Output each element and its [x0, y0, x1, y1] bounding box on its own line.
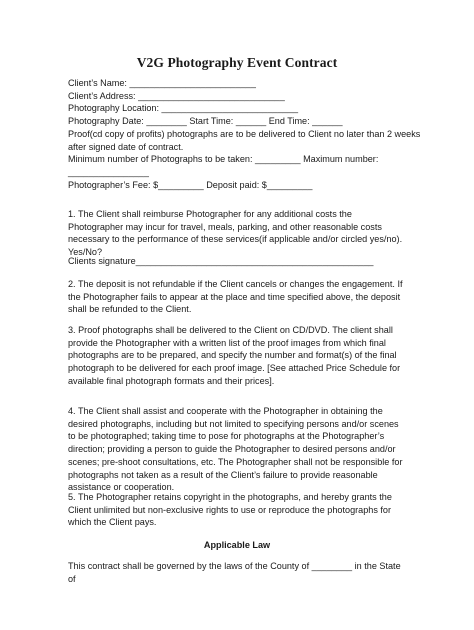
- proof-line-1: Proof(cd copy of profits) photographs are to be delivered to Client no later than 2 weeks: [68, 128, 421, 139]
- min-photos-line: Minimum number of Photographs to be taken: _________ Maximum number:: [68, 154, 379, 165]
- client-name-line: Client’s Name: _________________________: [68, 78, 256, 88]
- signature-line-text: Clients signature_______________________________________________: [68, 256, 374, 266]
- applicable-law-body: This contract shall be governed by the laws of the County of ________ in the State of: [68, 561, 401, 584]
- clause-5-text: 5. The Photographer retains copyright in the photographs, and hereby grants the Client unlimited but non-exclusive rights to use or reproduce the photographs for which the Client pays.: [68, 492, 392, 528]
- clause-3-text: 3. Proof photographs shall be delivered to the Client on CD/DVD. The client shall provide the Photographer with a written list of the proof images from which final photographs are to be prepared, and specify the number and format(s) of the final photograph to be delivered for each proof image. [See attached Price Schedule for available final photograph formats and their prices].: [68, 325, 401, 386]
- clause-1: [68, 208, 408, 259]
- contract-info-fields: [68, 77, 421, 191]
- photography-location-line: Photography Location: ___________________________: [68, 103, 299, 114]
- clause-4-text: 4. The Client shall assist and cooperate with the Photographer in obtaining the desired photographs, including but not limited to specifying persons and/or scenes to be photographed; taking time to pose for photographs at the Photographer’s direction; providing a person to guide the Photographer to desired persons and/or scenes; pre-shoot consultations, etc. The Photographer shall not be responsible for photographs not taken as a result of the Client’s failure to provide reasonable assistance or cooperation.: [68, 406, 403, 493]
- clause-1-text: 1. The Client shall reimburse Photographer for any additional costs the Photographer may incur for travel, meals, parking, and other reasonable costs necessary to the performance of these services(if applicable and/or circled yes/no). Yes/No?: [68, 209, 403, 258]
- proof-line-2: after signed date of contract.: [68, 141, 184, 152]
- clause-3: [68, 324, 408, 388]
- fee-deposit-line: Photographer’s Fee: $_________ Deposit paid: $_________: [68, 179, 313, 190]
- date-time-line: Photography Date: ________ Start Time: ______ End Time: ______: [68, 116, 343, 127]
- applicable-law-heading: Applicable Law: [203, 540, 271, 550]
- max-number-blank: ________________: [68, 166, 149, 177]
- document-title: V2G Photography Event Contract: [136, 55, 338, 70]
- clause-5: [68, 491, 408, 529]
- clients-signature-line: [68, 255, 408, 268]
- applicable-law-text: [68, 560, 408, 585]
- clause-2: [68, 278, 408, 316]
- client-address-line: Client’s Address: _____________________________: [68, 90, 285, 101]
- clause-2-text: 2. The deposit is not refundable if the Client cancels or changes the engagement. If the Photographer fails to appear at the place and time specified above, the deposit shall be refunded to the Client.: [68, 279, 403, 315]
- clause-4: [68, 405, 408, 494]
